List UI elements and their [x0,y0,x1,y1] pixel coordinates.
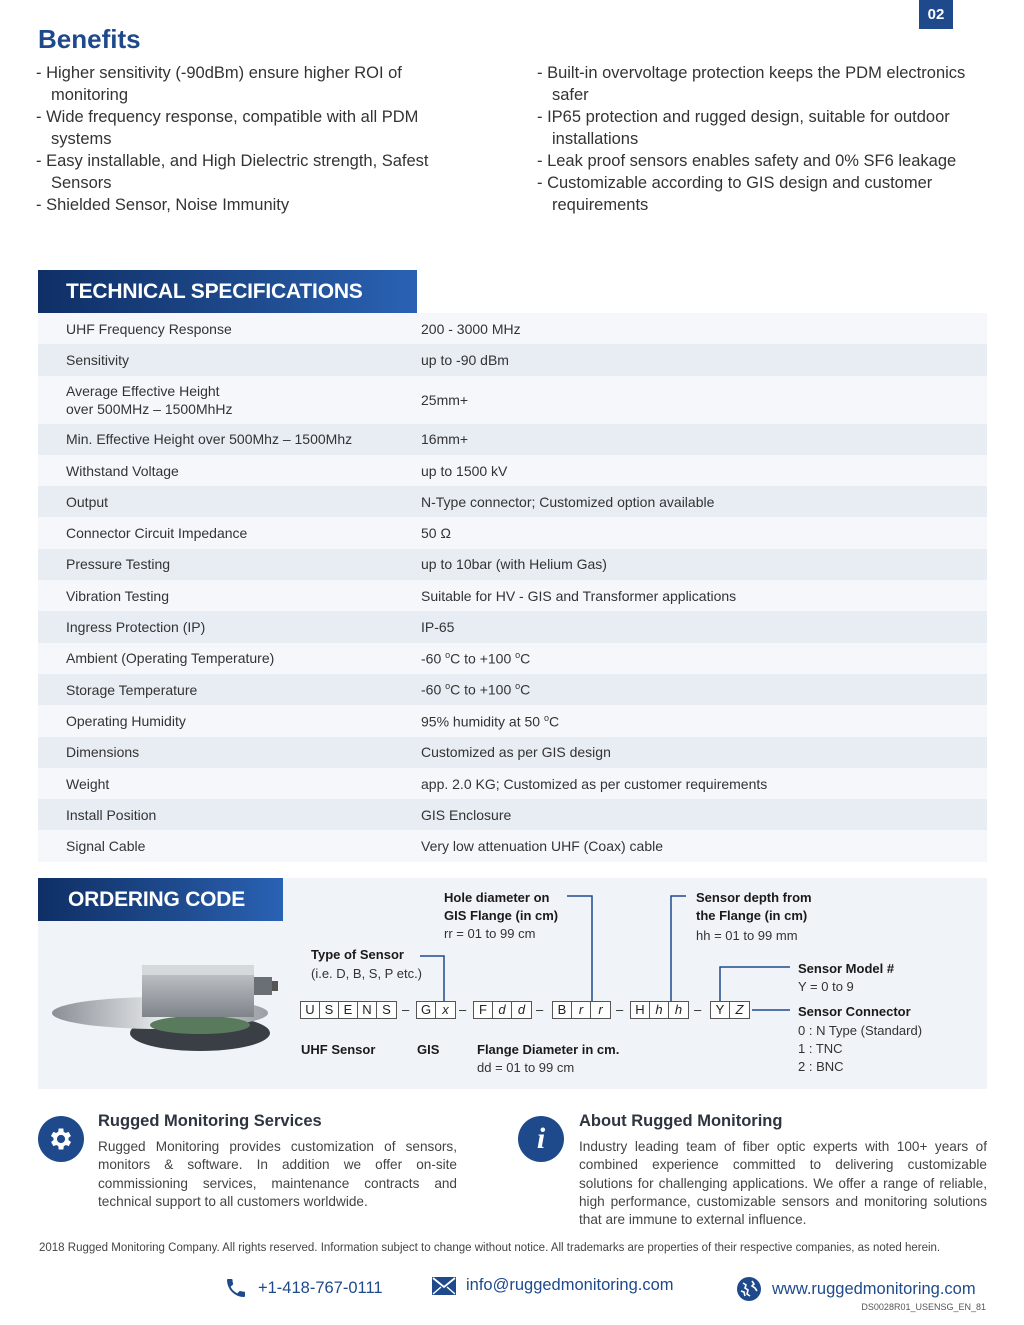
spec-label: Ingress Protection (IP) [66,619,206,636]
ordering-code-header: ORDERING CODE [38,878,283,921]
benefit-item: - Wide frequency response, compatible with all PDM systems [36,108,419,148]
spec-value: up to -90 dBm [421,351,509,368]
sensor-type-sub: (i.e. D, B, S, P etc.) [311,966,423,981]
spec-label: Storage Temperature [66,681,198,698]
hole-diameter-range: rr = 01 to 99 cm [444,926,536,941]
benefit-item: - Leak proof sensors enables safety and 0% SF6 leakage [537,152,957,170]
spec-label: Pressure Testing [66,556,171,573]
globe-icon [736,1276,762,1302]
spec-label: Vibration Testing [66,587,169,604]
benefit-item: - Shielded Sensor, Noise Immunity [36,196,290,214]
degree-symbol: o [515,681,521,692]
info-icon: i [518,1116,564,1162]
spec-value: 16mm+ [421,431,469,448]
phone-icon [224,1276,248,1300]
spec-label-line: over 500MHz – 1500MhHz [66,400,233,417]
code-group-hole: B r r [552,1001,611,1019]
spec-label: Install Position [66,806,157,823]
spec-value: IP-65 [421,619,455,636]
benefit-item: - Easy installable, and High Dielectric strength, Safest Sensors [36,152,429,192]
code-dash: – [536,1002,544,1017]
spec-value: Customized as per GIS design [421,744,611,761]
spec-label: Min. Effective Height over 500Mhz – 1500Mhz [66,431,353,448]
spec-value: -60 $^o$C to +100 $^o$C [421,649,531,667]
email-address[interactable]: info@ruggedmonitoring.com [466,1276,674,1294]
spec-label: Signal Cable [66,838,146,855]
spec-label: Weight [66,775,110,792]
sensor-depth-range: hh = 01 to 99 mm [696,928,798,943]
hole-diameter-title: Hole diameter on GIS Flange (in cm) [444,890,559,923]
tech-specs-header: TECHNICAL SPECIFICATIONS [38,270,417,313]
benefit-item: - Built-in overvoltage protection keeps the PDM electronics safer [537,64,966,104]
phone-number[interactable]: +1-418-767-0111 [258,1278,383,1297]
spec-label: Withstand Voltage [66,462,179,479]
spec-value: Suitable for HV - GIS and Transformer applications [421,587,737,604]
degree-symbol: o [515,649,521,660]
code-dash: – [459,1002,467,1017]
spec-value: 95% humidity at 50 $^o$C [421,712,560,730]
spec-label: Output [66,493,109,510]
spec-value: 50 Ω [421,525,451,542]
spec-label: UHF Frequency Response [66,320,232,337]
benefit-item: - Higher sensitivity (-90dBm) ensure higher ROI of monitoring [36,64,402,104]
legal-notice: 2018 Rugged Monitoring Company. All rights reserved. Information subject to change without notice. All trademarks are properties of their respective companies, as noted herein. [39,1242,941,1254]
sensor-connector-option: 0 : N Type (Standard) [798,1023,923,1038]
email-contact[interactable] [432,1276,674,1295]
code-dash: – [694,1002,702,1017]
degree-symbol: o [543,712,549,723]
spec-label: Sensitivity [66,351,130,368]
gis-label: GIS [417,1042,440,1057]
uhf-sensor-label: UHF Sensor [301,1042,376,1057]
spec-value: 200 - 3000 MHz [421,320,521,337]
code-group-depth: H h h [630,1001,689,1019]
benefits-title: Benefits [38,24,141,54]
spec-value: N-Type connector; Customized option available [421,493,715,510]
document-id: DS0028R01_USENSG_EN_81 [861,1302,986,1312]
mail-icon [432,1277,456,1295]
about-title: About Rugged Monitoring [579,1112,783,1130]
code-group-flange: F d d [473,1001,532,1019]
gear-icon [38,1116,84,1162]
benefit-item: - IP65 protection and rugged design, suitable for outdoor installations [537,108,950,148]
spec-label: Dimensions [66,744,140,761]
about-text: Industry leading team of fiber optic experts with 100+ years of combined experience committed to delivering customizable solutions for challenging applications. We offer a range of reliable, high performance, customizable sensors and monitoring solutions that are immune to external influence. [579,1139,987,1228]
spec-label-line: Average Effective Height [66,382,220,399]
sensor-model-title: Sensor Model # [798,961,895,976]
code-group-usens: U S E N S [300,1001,397,1019]
page-number: 02 [919,0,953,29]
code-dash: – [402,1002,410,1017]
services-text: Rugged Monitoring provides customization of sensors, monitors & software. In addition we offer on-site commissioning services, maintenance contracts and technical support to all customers worldwide. [98,1139,457,1209]
degree-symbol: o [445,649,451,660]
spec-value: up to 1500 kV [421,462,508,479]
services-title: Rugged Monitoring Services [98,1112,322,1130]
benefit-item: - Customizable according to GIS design and customer requirements [537,174,933,214]
sensor-connector-option: 2 : BNC [798,1059,844,1074]
spec-value: -60 $^o$C to +100 $^o$C [421,681,531,698]
spec-value: 25mm+ [421,391,469,408]
spec-value: Very low attenuation UHF (Coax) cable [421,838,663,855]
spec-label: Ambient (Operating Temperature) [66,650,275,667]
website-contact[interactable] [736,1276,976,1302]
sensor-connector-option: 1 : TNC [798,1041,843,1056]
spec-label: Connector Circuit Impedance [66,525,248,542]
code-group-gis: G x [416,1001,456,1019]
code-group-model: Y Z [710,1001,750,1019]
flange-diameter-title: Flange Diameter in cm. [477,1042,620,1057]
degree-symbol: o [445,681,451,692]
sensor-type-title: Type of Sensor [311,947,404,962]
sensor-depth-title: Sensor depth from the Flange (in cm) [696,890,812,923]
sensor-model-range: Y = 0 to 9 [798,979,854,994]
code-dash: – [616,1002,624,1017]
spec-value: app. 2.0 KG; Customized as per customer requirements [421,775,768,792]
spec-label: Operating Humidity [66,712,186,729]
sensor-connector-title: Sensor Connector [798,1004,911,1019]
website-url[interactable]: www.ruggedmonitoring.com [772,1279,976,1298]
flange-diameter-range: dd = 01 to 99 cm [477,1060,575,1075]
phone-contact[interactable] [224,1276,383,1300]
spec-value: up to 10bar (with Helium Gas) [421,556,607,573]
spec-value: GIS Enclosure [421,806,512,823]
